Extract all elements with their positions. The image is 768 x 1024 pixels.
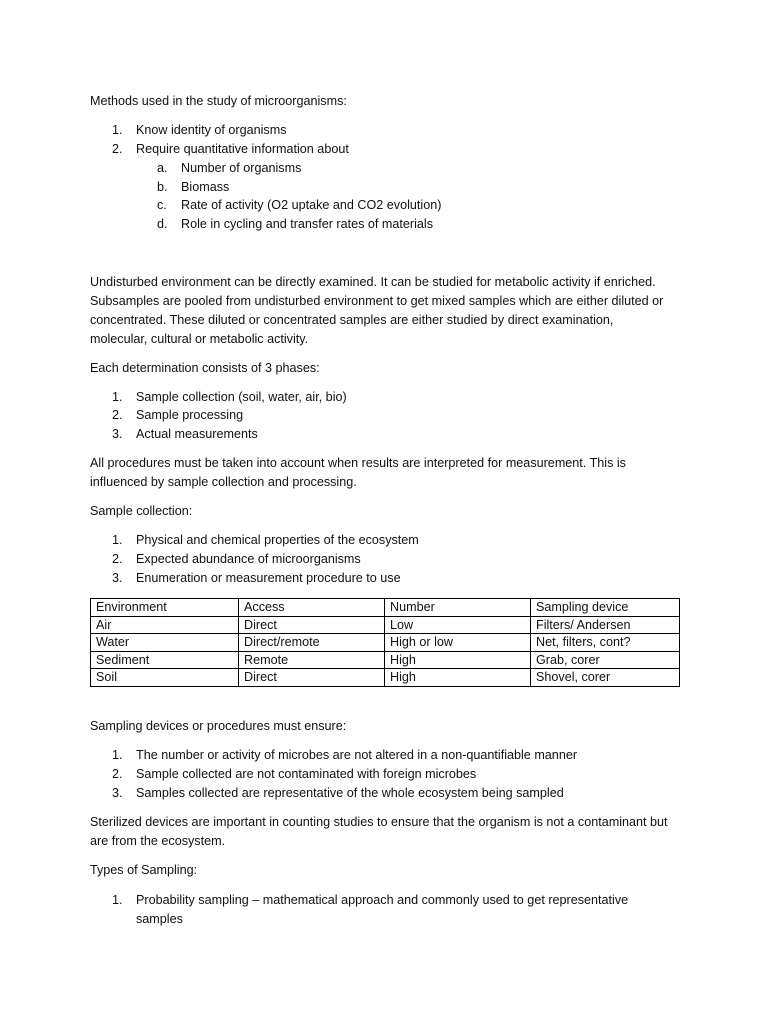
paragraph-line: Subsamples are pooled from undisturbed environment to get mixed samples which are either diluted or xyxy=(90,294,664,308)
list-number: 3. xyxy=(112,786,123,800)
sublist-letter: c. xyxy=(157,198,167,212)
list-number: 2. xyxy=(112,552,123,566)
sublist-item: Number of organisms xyxy=(181,161,302,175)
table-cell: Soil xyxy=(91,669,239,687)
list-number: 2. xyxy=(112,142,123,156)
table-row xyxy=(91,669,680,687)
list-item: Probability sampling – mathematical approach and commonly used to get representative xyxy=(136,893,629,907)
heading-sampling-devices: Sampling devices or procedures must ensure: xyxy=(90,719,347,733)
list-number: 1. xyxy=(112,748,123,762)
list-number: 2. xyxy=(112,408,123,422)
list-number: 1. xyxy=(112,390,123,404)
list-number: 3. xyxy=(112,571,123,585)
list-number: 3. xyxy=(112,427,123,441)
table-cell: Air xyxy=(91,616,239,634)
table-header-cell: Environment xyxy=(91,599,239,617)
table-header-cell: Access xyxy=(239,599,385,617)
table-cell: High or low xyxy=(385,634,531,652)
list-item: The number or activity of microbes are not altered in a non-quantifiable manner xyxy=(136,748,578,762)
sublist-item: Biomass xyxy=(181,180,230,194)
table-row xyxy=(91,616,680,634)
table-header-cell: Number xyxy=(385,599,531,617)
list-number: 1. xyxy=(112,123,123,137)
list-number: 1. xyxy=(112,533,123,547)
paragraph-line: are from the ecosystem. xyxy=(90,834,226,848)
table-cell: Shovel, corer xyxy=(531,669,680,687)
paragraph-line: influenced by sample collection and processing. xyxy=(90,475,357,489)
paragraph-line: concentrated. These diluted or concentrated samples are either studied by direct examination, xyxy=(90,313,614,327)
table-cell: Low xyxy=(385,616,531,634)
paragraph-line: Undisturbed environment can be directly examined. It can be studied for metabolic activity if enriched. xyxy=(90,275,656,289)
table-cell: Water xyxy=(91,634,239,652)
table-cell: Net, filters, cont? xyxy=(531,634,680,652)
list-item: Samples collected are representative of the whole ecosystem being sampled xyxy=(136,786,564,800)
list-item: Know identity of organisms xyxy=(136,123,287,137)
table-cell: Direct xyxy=(239,669,385,687)
table-cell: Grab, corer xyxy=(531,651,680,669)
sublist-item: Role in cycling and transfer rates of materials xyxy=(181,217,433,231)
list-item: Enumeration or measurement procedure to use xyxy=(136,571,401,585)
table-row xyxy=(91,634,680,652)
heading-sample-collection: Sample collection: xyxy=(90,504,193,518)
table-cell: Direct/remote xyxy=(239,634,385,652)
list-item: Physical and chemical properties of the ecosystem xyxy=(136,533,419,547)
sampling-table xyxy=(90,598,680,687)
table-cell: High xyxy=(385,651,531,669)
table-cell: Remote xyxy=(239,651,385,669)
table-cell: Filters/ Andersen xyxy=(531,616,680,634)
heading-methods: Methods used in the study of microorganisms: xyxy=(90,94,347,108)
list-item: Sample processing xyxy=(136,408,244,422)
sublist-item: Rate of activity (O2 uptake and CO2 evolution) xyxy=(181,198,442,212)
list-item: Require quantitative information about xyxy=(136,142,349,156)
list-item: Expected abundance of microorganisms xyxy=(136,552,361,566)
table-header-cell: Sampling device xyxy=(531,599,680,617)
list-number: 1. xyxy=(112,893,123,907)
heading-types-of-sampling: Types of Sampling: xyxy=(90,863,198,877)
table-cell: Direct xyxy=(239,616,385,634)
paragraph-line: molecular, cultural or metabolic activity. xyxy=(90,332,309,346)
heading-phases: Each determination consists of 3 phases: xyxy=(90,361,320,375)
list-item-continuation: samples xyxy=(136,912,183,926)
list-item: Sample collected are not contaminated with foreign microbes xyxy=(136,767,477,781)
paragraph-line: All procedures must be taken into account when results are interpreted for measurement. This is xyxy=(90,456,626,470)
list-item: Sample collection (soil, water, air, bio) xyxy=(136,390,347,404)
sublist-letter: b. xyxy=(157,180,168,194)
table-row xyxy=(91,651,680,669)
list-item: Actual measurements xyxy=(136,427,258,441)
sublist-letter: d. xyxy=(157,217,168,231)
table-cell: High xyxy=(385,669,531,687)
table-cell: Sediment xyxy=(91,651,239,669)
table-header-row xyxy=(91,599,680,617)
paragraph-line: Sterilized devices are important in counting studies to ensure that the organism is not a contaminant but xyxy=(90,815,668,829)
sublist-letter: a. xyxy=(157,161,168,175)
list-number: 2. xyxy=(112,767,123,781)
